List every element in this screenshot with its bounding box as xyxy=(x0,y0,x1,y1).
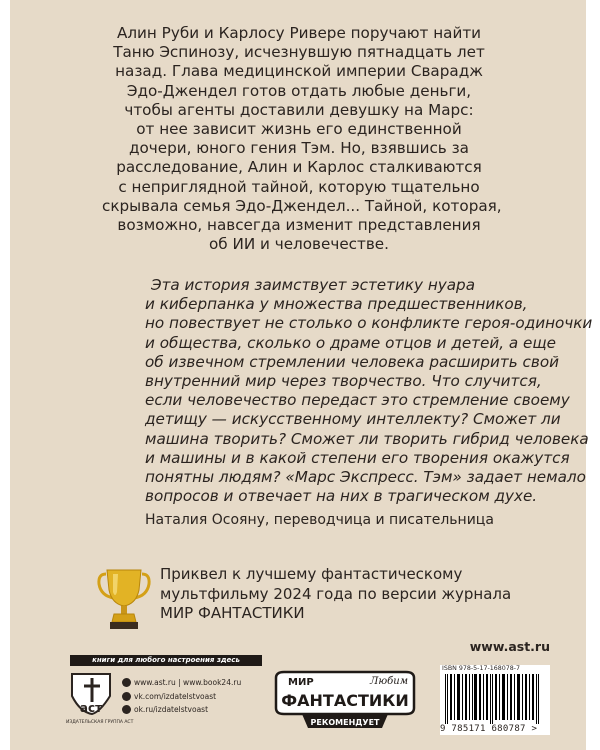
description-line: дочери, юного гения Тэм. Но, взявшись за xyxy=(129,139,469,158)
badge-main: ФАНТАСТИКИ xyxy=(281,691,409,710)
mir-fantastiki-badge xyxy=(272,668,418,730)
vk-link-row xyxy=(122,690,272,704)
quote-line: и машины и в какой степени его творения окажутся xyxy=(145,448,570,467)
quote-line: если человечество передаст это стремление своему xyxy=(145,391,570,410)
quote-line: об извечном стремлении человека расширить свой xyxy=(145,352,559,371)
publisher-tagline: книги для любого настроения здесь xyxy=(70,655,262,666)
prequel-note xyxy=(160,565,510,624)
quote-line: Эта история заимствует эстетику нуара xyxy=(150,276,476,294)
barcode xyxy=(443,674,547,724)
publisher-links xyxy=(122,676,272,717)
prequel-line: МИР ФАНТАСТИКИ xyxy=(160,604,305,622)
quote-line: внутренний мир через творчество. Что случится, xyxy=(145,372,542,391)
description-line: расследование, Алин и Карлос сталкиваются xyxy=(116,158,482,177)
globe-icon xyxy=(122,678,131,687)
prequel-line: Приквел к лучшему фантастическому xyxy=(160,565,463,583)
publisher-website: www.ast.ru xyxy=(469,639,550,654)
isbn-block xyxy=(440,665,550,735)
quote-line: и общества, сколько о драме отцов и детей, а еще xyxy=(145,333,557,352)
quote-line: и киберпанка у множества предшественников, xyxy=(145,295,528,314)
back-cover xyxy=(10,0,593,750)
badge-script: Любим xyxy=(370,676,408,687)
badge-bottom: РЕКОМЕНДУЕТ xyxy=(310,718,380,727)
web-link[interactable]: www.ast.ru | www.book24.ru xyxy=(134,678,242,687)
publisher-subtitle: ИЗДАТЕЛЬСКАЯ ГРУППА АСТ xyxy=(66,720,134,725)
quote-line: понятны людям? «Марс Экспресс. Тэм» задает немало xyxy=(145,468,586,487)
description-line: с неприглядной тайной, которую тщательно xyxy=(118,177,480,196)
quote-attribution: Наталия Осояну, переводчица и писательница xyxy=(145,512,494,528)
barcode-digits: 9 785171 680787 > xyxy=(440,724,538,734)
vk-link[interactable]: vk.com/izdatelstvoast xyxy=(134,691,217,701)
ok-link-row xyxy=(122,703,272,717)
description-line: чтобы агенты доставили девушку на Марс: xyxy=(124,100,474,119)
quote-line: но повествует не столько о конфликте героя-одиночки xyxy=(145,314,593,333)
description-line: об ИИ и человечестве. xyxy=(209,235,389,254)
description-line: Эдо-Джендел готов отдать любые деньги, xyxy=(126,81,472,100)
quote-line: вопросов и отвечает на них в трагическом духе. xyxy=(145,487,538,506)
quote-line: детищу — искусственному интеллекту? Сможет ли xyxy=(145,410,561,429)
isbn-number: ISBN 978-5-17-168078-7 xyxy=(442,665,521,672)
prequel-line: мультфильму 2024 года по версии журнала xyxy=(160,584,512,603)
web-link-row xyxy=(122,676,272,690)
ast-logo-text: аст xyxy=(79,701,103,715)
ok-icon xyxy=(122,705,131,714)
description-line: Алин Руби и Карлосу Ривере поручают найти xyxy=(116,24,482,42)
book-description xyxy=(102,24,502,254)
description-line: возможно, навсегда изменит представления xyxy=(117,216,481,235)
description-line: назад. Глава медицинской империи Сварадж xyxy=(115,62,483,81)
description-line: от нее зависит жизнь его единственной xyxy=(136,120,462,139)
quote-line: машина творить? Сможет ли творить гибрид человека xyxy=(145,429,589,448)
description-line: скрывала семья Эдо-Джендел... Тайной, которая, xyxy=(102,196,502,215)
review-quote xyxy=(145,276,593,506)
trophy-icon xyxy=(96,566,152,632)
vk-icon xyxy=(122,692,131,701)
badge-top: МИР xyxy=(288,677,314,688)
description-line: Таню Эспинозу, исчезнувшую пятнадцать лет xyxy=(113,43,485,62)
ok-link[interactable]: ok.ru/izdatelstvoast xyxy=(134,705,209,714)
